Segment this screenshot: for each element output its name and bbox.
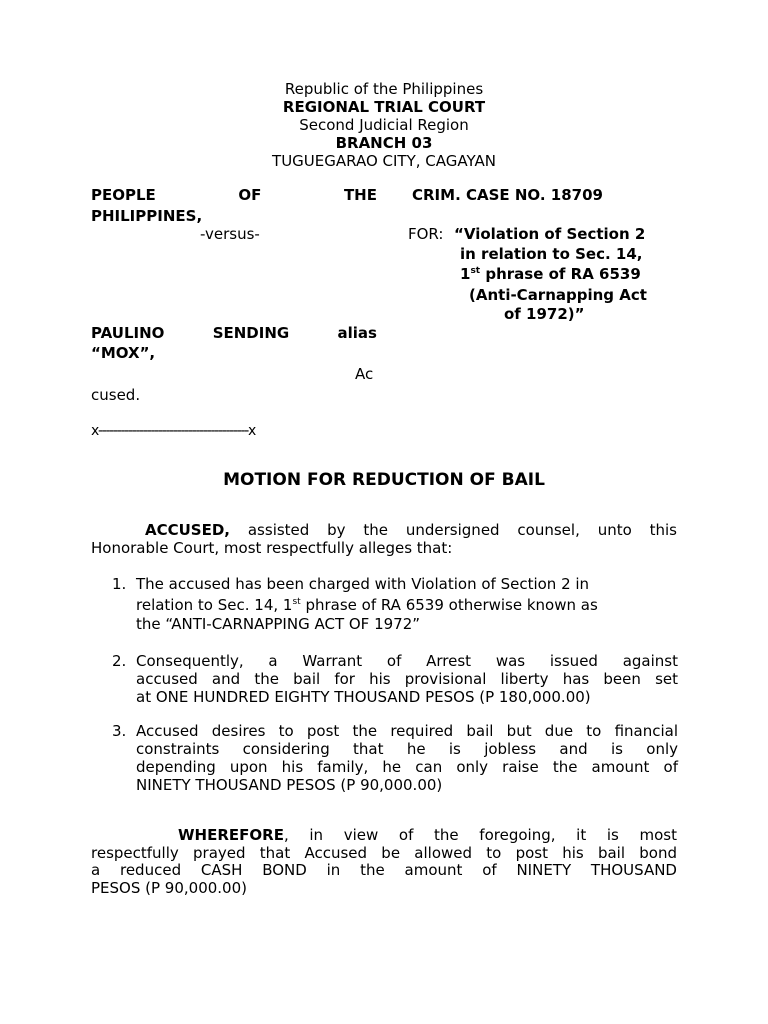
item-line <box>136 596 678 614</box>
item-line2-sup: st <box>292 597 301 607</box>
item-line: Accused desires to post the required bail but due to financial <box>136 722 678 740</box>
item-line2-post: phrase of RA 6539 otherwise known as <box>300 596 598 614</box>
for-label: FOR: <box>408 225 444 243</box>
motion-title: MOTION FOR REDUCTION OF BAIL <box>223 470 545 490</box>
plaintiff-line1 <box>91 186 377 204</box>
prayer-bold: WHEREFORE <box>178 826 284 844</box>
versus-label: -versus- <box>200 225 260 243</box>
header-branch: BRANCH 03 <box>335 134 433 152</box>
accused-word-3: alias <box>337 324 377 342</box>
item-line: NINETY THOUSAND PESOS (P 90,000.00) <box>136 776 443 794</box>
intro-bold: ACCUSED, <box>145 521 231 539</box>
prayer-line3: a reduced CASH BOND in the amount of NINETY THOUSAND <box>91 861 677 879</box>
prayer-rest: , in view of the foregoing, it is most <box>283 826 677 844</box>
court-header <box>0 80 768 170</box>
accused-label-part2: cused. <box>91 386 141 404</box>
header-republic: Republic of the Philippines <box>284 80 484 98</box>
item-number: 3. <box>112 722 127 740</box>
item-line: accused and the bail for his provisional liberty has been set <box>136 670 678 688</box>
case-number: CRIM. CASE NO. 18709 <box>412 186 603 204</box>
accused-word-2: SENDING <box>212 324 290 342</box>
item-line: at ONE HUNDRED EIGHTY THOUSAND PESOS (P 180,000.00) <box>136 688 591 706</box>
header-court: REGIONAL TRIAL COURT <box>282 98 486 116</box>
intro-line2: Honorable Court, most respectfully alleges that: <box>91 539 453 557</box>
item-number: 1. <box>112 575 127 593</box>
item-line: constraints considering that he is jobless and is only <box>136 740 678 758</box>
intro-rest: assisted by the undersigned counsel, unto this <box>230 521 677 539</box>
header-region: Second Judicial Region <box>299 116 469 134</box>
plaintiff-word-3: THE <box>343 186 377 204</box>
prayer-line2: respectfully prayed that Accused be allowed to post his bail bond <box>91 844 677 862</box>
plaintiff-line2: PHILIPPINES, <box>91 207 203 225</box>
accused-word-1: PAULINO <box>91 324 165 342</box>
item-number: 2. <box>112 652 127 670</box>
intro-line1 <box>145 521 677 539</box>
item-line: the “ANTI-CARNAPPING ACT OF 1972” <box>136 615 421 633</box>
prayer-line1 <box>178 826 677 844</box>
item-line: Consequently, a Warrant of Arrest was issued against <box>136 652 678 670</box>
accused-label-part1: Ac <box>355 365 374 383</box>
accused-alias: “MOX”, <box>91 344 156 362</box>
offense-line3-ordinal: 1 <box>460 265 471 283</box>
prayer-line4: PESOS (P 90,000.00) <box>91 879 247 897</box>
offense-line3-rest: phrase of RA 6539 <box>480 265 641 283</box>
offense-line4: (Anti-Carnapping Act <box>469 286 647 304</box>
item-line: The accused has been charged with Violation of Section 2 in <box>136 575 590 593</box>
plaintiff-word-1: PEOPLE <box>91 186 156 204</box>
accused-line1 <box>91 324 377 342</box>
offense-line1: “Violation of Section 2 <box>454 225 646 243</box>
caption-separator: x----------------------------------------x <box>91 423 256 439</box>
offense-line2: in relation to Sec. 14, <box>460 245 643 263</box>
offense-line5: of 1972)” <box>504 305 585 323</box>
plaintiff-word-2: OF <box>238 186 262 204</box>
header-city: TUGUEGARAO CITY, CAGAYAN <box>272 152 496 170</box>
offense-line3 <box>460 265 641 283</box>
item-line: depending upon his family, he can only raise the amount of <box>136 758 678 776</box>
item-line2-pre: relation to Sec. 14, 1 <box>136 596 293 614</box>
offense-line3-sup: st <box>470 266 481 276</box>
